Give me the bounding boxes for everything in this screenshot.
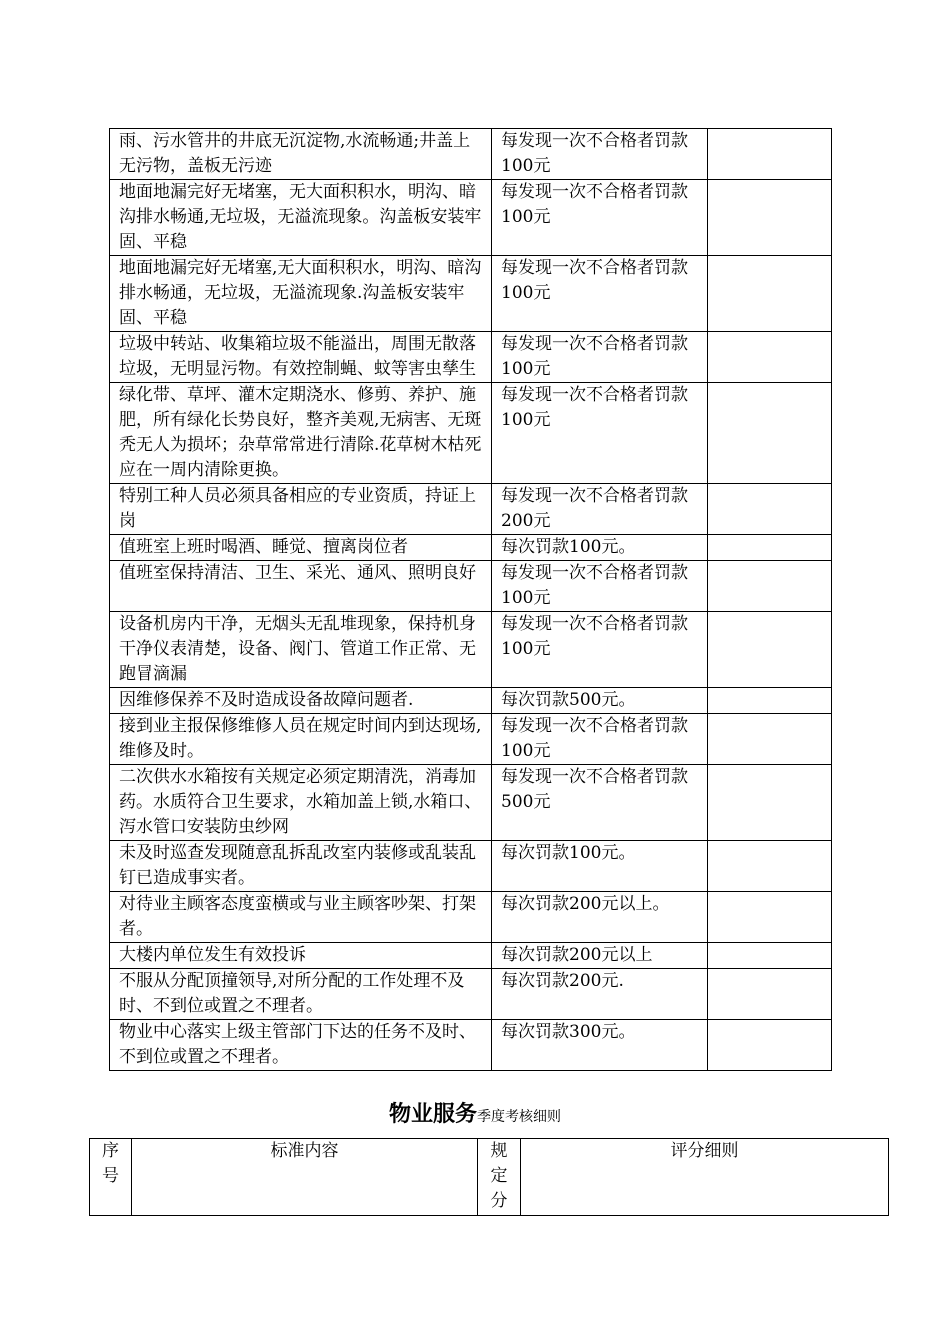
rule-row (110, 535, 832, 561)
rule-standard-cell: 雨、污水管井的井底无沉淀物,水流畅通;井盖上无污物，盖板无污迹 (110, 129, 492, 180)
rule-row (110, 943, 832, 969)
rule-remark-cell (708, 714, 832, 765)
rule-penalty-cell: 每发现一次不合格者罚款100元 (492, 561, 708, 612)
rule-standard-cell: 接到业主报保修维修人员在规定时间内到达现场,维修及时。 (110, 714, 492, 765)
rule-remark-cell (708, 535, 832, 561)
rule-row (110, 841, 832, 892)
rule-remark-cell (708, 1020, 832, 1071)
rule-standard-cell: 大楼内单位发生有效投诉 (110, 943, 492, 969)
rule-row (110, 688, 832, 714)
section-heading (0, 1097, 950, 1128)
rule-penalty-cell: 每次罚款200元. (492, 969, 708, 1020)
rule-penalty-cell: 每发现一次不合格者罚款100元 (492, 129, 708, 180)
rule-remark-cell (708, 129, 832, 180)
rule-remark-cell (708, 765, 832, 841)
rule-remark-cell (708, 943, 832, 969)
rule-penalty-cell: 每发现一次不合格者罚款100元 (492, 714, 708, 765)
rule-standard-cell: 绿化带、草坪、灌木定期浇水、修剪、养护、施肥，所有绿化长势良好，整齐美观,无病害、无斑秃无人为损坏；杂草常常进行清除.花草树木枯死应在一周内清除更换。 (110, 383, 492, 484)
rule-standard-cell: 特别工种人员必须具备相应的专业资质，持证上岗 (110, 484, 492, 535)
rule-penalty-cell: 每次罚款100元。 (492, 535, 708, 561)
rule-penalty-cell: 每发现一次不合格者罚款100元 (492, 612, 708, 688)
rule-penalty-cell: 每发现一次不合格者罚款100元 (492, 180, 708, 256)
rule-remark-cell (708, 180, 832, 256)
rule-penalty-cell: 每发现一次不合格者罚款100元 (492, 332, 708, 383)
rule-standard-cell: 未及时巡查发现随意乱拆乱改室内装修或乱装乱钉已造成事实者。 (110, 841, 492, 892)
rule-row (110, 765, 832, 841)
rule-row (110, 484, 832, 535)
heading-sub: 季度考核细则 (477, 1109, 561, 1125)
rule-remark-cell (708, 688, 832, 714)
rule-penalty-cell: 每次罚款500元。 (492, 688, 708, 714)
rule-row (110, 612, 832, 688)
heading-main: 物业服务 (388, 1102, 477, 1127)
rule-remark-cell (708, 841, 832, 892)
rule-penalty-cell: 每次罚款300元。 (492, 1020, 708, 1071)
rule-row (110, 332, 832, 383)
quarterly-assessment-table (89, 1138, 889, 1216)
rule-row (110, 383, 832, 484)
quarterly-header-row (90, 1139, 889, 1216)
rule-standard-cell: 地面地漏完好无堵塞，无大面积积水，明沟、暗沟排水畅通,无垃圾，无溢流现象。沟盖板安装牢固、平稳 (110, 180, 492, 256)
rule-remark-cell (708, 561, 832, 612)
rule-remark-cell (708, 256, 832, 332)
rule-remark-cell (708, 332, 832, 383)
rule-standard-cell: 设备机房内干净，无烟头无乱堆现象，保持机身干净仪表清楚，设备、阀门、管道工作正常、无跑冒滴漏 (110, 612, 492, 688)
rule-penalty-cell: 每次罚款200元以上 (492, 943, 708, 969)
rule-row (110, 714, 832, 765)
rule-row (110, 129, 832, 180)
rule-penalty-cell: 每发现一次不合格者罚款500元 (492, 765, 708, 841)
rule-standard-cell: 对待业主顾客态度蛮横或与业主顾客吵架、打架者。 (110, 892, 492, 943)
rule-standard-cell: 值班室上班时喝酒、睡觉、擅离岗位者 (110, 535, 492, 561)
rule-remark-cell (708, 969, 832, 1020)
rule-standard-cell: 二次供水水箱按有关规定必须定期清洗，消毒加药。水质符合卫生要求，水箱加盖上锁,水箱口、泻水管口安装防虫纱网 (110, 765, 492, 841)
rule-remark-cell (708, 484, 832, 535)
header-scoring: 评分细则 (521, 1139, 889, 1216)
rule-standard-cell: 地面地漏完好无堵塞,无大面积积水，明沟、暗沟排水畅通，无垃圾，无溢流现象.沟盖板安装牢固、平稳 (110, 256, 492, 332)
rule-standard-cell: 物业中心落实上级主管部门下达的任务不及时、不到位或置之不理者。 (110, 1020, 492, 1071)
rule-standard-cell: 不服从分配顶撞领导,对所分配的工作处理不及时、不到位或置之不理者。 (110, 969, 492, 1020)
rule-penalty-cell: 每发现一次不合格者罚款100元 (492, 256, 708, 332)
rule-row (110, 561, 832, 612)
rule-penalty-cell: 每发现一次不合格者罚款100元 (492, 383, 708, 484)
rule-row (110, 1020, 832, 1071)
header-points: 规定分 (478, 1139, 521, 1216)
rule-row (110, 256, 832, 332)
rule-remark-cell (708, 383, 832, 484)
header-index: 序号 (90, 1139, 132, 1216)
rule-penalty-cell: 每次罚款100元。 (492, 841, 708, 892)
header-standard: 标准内容 (132, 1139, 478, 1216)
rule-row (110, 969, 832, 1020)
rule-row (110, 892, 832, 943)
rule-remark-cell (708, 612, 832, 688)
penalty-rules-body (110, 129, 832, 1071)
rule-penalty-cell: 每次罚款200元以上。 (492, 892, 708, 943)
rule-penalty-cell: 每发现一次不合格者罚款200元 (492, 484, 708, 535)
rule-row (110, 180, 832, 256)
rule-standard-cell: 垃圾中转站、收集箱垃圾不能溢出，周围无散落垃圾，无明显污物。有效控制蝇、蚊等害虫孳生 (110, 332, 492, 383)
rule-standard-cell: 因维修保养不及时造成设备故障问题者. (110, 688, 492, 714)
penalty-rules-table (109, 128, 832, 1071)
rule-standard-cell: 值班室保持清洁、卫生、采光、通风、照明良好 (110, 561, 492, 612)
rule-remark-cell (708, 892, 832, 943)
